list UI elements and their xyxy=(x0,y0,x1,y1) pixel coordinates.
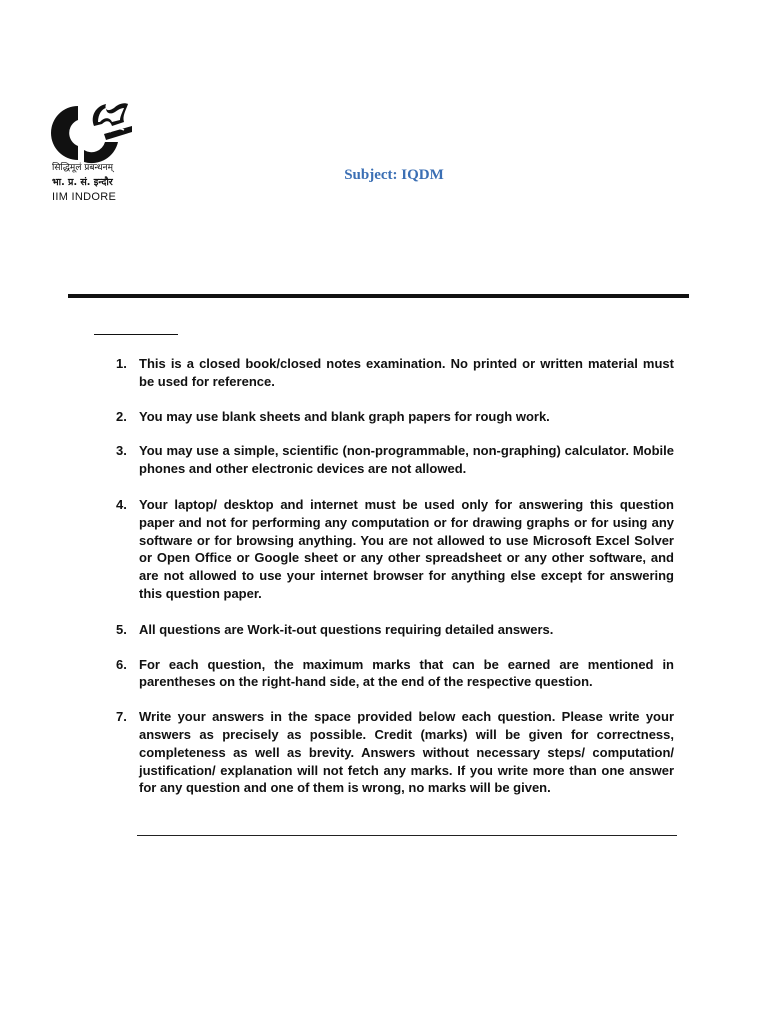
instruction-text: Your laptop/ desktop and internet must be used only for answering this question paper and not for performing any computation or for drawing graphs or for using any software or for browsing anything. You are not allowed to use Microsoft Excel Solver or Open Office or Google sheet or any other spreadsheet or any other software, and are not allowed to use your internet browser for anything else except for answering this question paper. xyxy=(139,496,674,601)
instruction-item xyxy=(106,496,674,603)
instruction-text: This is a closed book/closed notes examination. No printed or written material must be used for reference. xyxy=(139,356,674,389)
instruction-number: 1. xyxy=(116,356,127,371)
instruction-number: 5. xyxy=(116,621,127,637)
logo-hindi-motto: सिद्धिमूलं प्रबन्धनम् xyxy=(52,163,113,173)
footer-divider xyxy=(137,835,677,836)
instruction-number: 4. xyxy=(116,496,127,512)
logo-english-name: IIM INDORE xyxy=(52,191,117,203)
header-divider xyxy=(68,294,689,298)
subject-title: Subject: IQDM xyxy=(344,167,444,183)
instruction-item xyxy=(106,442,674,478)
instructions-heading-underline xyxy=(94,334,178,335)
iim-indore-emblem-icon xyxy=(48,96,134,168)
instructions-list xyxy=(106,355,674,797)
instruction-number: 6. xyxy=(116,656,127,672)
instruction-number: 7. xyxy=(116,709,127,725)
logo-hindi-name: भा. प्र. सं. इन्दौर xyxy=(52,177,113,188)
instruction-text: Write your answers in the space provided below each question. Please write your answers as precisely as possible. Credit (marks) will be given for correctness, completeness as well as brevity. Answers without necessary steps/ computation/ justification/ explanation will not fetch any marks. If you write more than one answer for any question and one of them is wrong, no marks will be given. xyxy=(139,709,674,796)
instruction-number: 3. xyxy=(116,443,127,459)
instruction-text: You may use blank sheets and blank graph papers for rough work. xyxy=(139,408,550,424)
instruction-text: For each question, the maximum marks that can be earned are mentioned in parentheses on the right-hand side, at the end of the respective question. xyxy=(139,656,674,690)
instruction-number: 2. xyxy=(116,408,127,424)
iim-indore-logo xyxy=(48,96,134,214)
instruction-text: You may use a simple, scientific (non-programmable, non-graphing) calculator. Mobile phones and other electronic devices are not allowed. xyxy=(139,443,674,477)
instruction-text: All questions are Work-it-out questions requiring detailed answers. xyxy=(139,621,554,637)
instruction-item xyxy=(106,621,674,639)
instruction-item xyxy=(106,408,674,426)
instruction-item xyxy=(106,708,674,797)
instruction-item xyxy=(106,355,674,391)
instruction-item xyxy=(106,656,674,692)
